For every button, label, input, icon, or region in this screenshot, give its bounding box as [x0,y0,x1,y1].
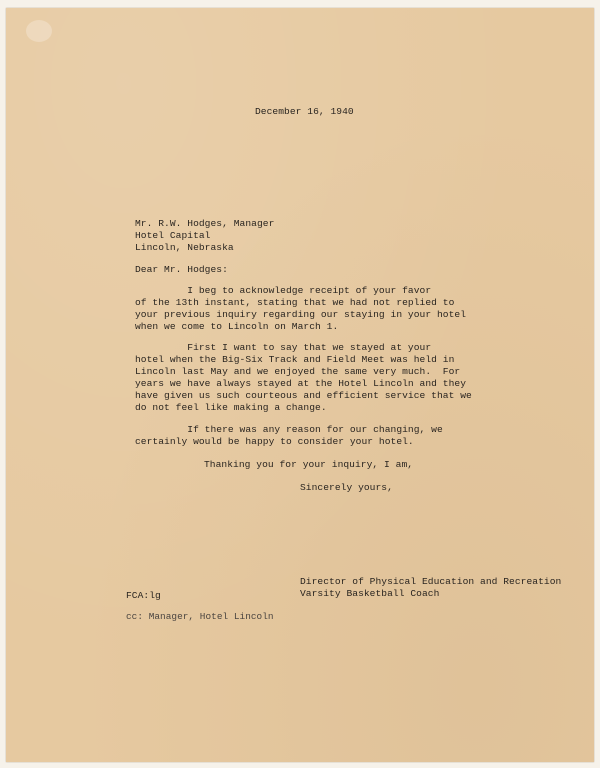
salutation: Dear Mr. Hodges: [135,264,228,275]
signature-title: Director of Physical Education and Recreation [300,576,562,587]
recipient-line: Mr. R.W. Hodges, Manager [135,218,275,229]
paragraph-line: First I want to say that we stayed at your [135,342,432,353]
paragraph-line: Lincoln last May and we enjoyed the same very much. For [135,366,461,377]
paragraph-line: If there was any reason for our changing, we [135,424,443,435]
paragraph-line: hotel when the Big-Six Track and Field Meet was held in [135,354,455,365]
recipient-line: Hotel Capital [135,230,211,241]
paper-stain [26,20,52,42]
letter-page [6,8,594,762]
thanks-line: Thanking you for your inquiry, I am, [204,459,414,470]
paragraph-line: certainly would be happy to consider your hotel. [135,436,414,447]
signature-title: Varsity Basketball Coach [300,588,440,599]
recipient-line: Lincoln, Nebraska [135,242,234,253]
closing: Sincerely yours, [300,482,393,493]
paragraph-line: years we have always stayed at the Hotel Lincoln and they [135,378,467,389]
paragraph-line: have given us such courteous and efficient service that we [135,390,472,401]
paragraph-line: your previous inquiry regarding our staying in your hotel [135,309,467,320]
typist-initials: FCA:lg [126,590,161,601]
letter-date: December 16, 1940 [255,106,354,117]
paragraph-line: when we come to Lincoln on March 1. [135,321,339,332]
carbon-copy-note: cc: Manager, Hotel Lincoln [126,611,274,622]
paragraph-line: do not feel like making a change. [135,402,327,413]
paragraph-line: I beg to acknowledge receipt of your favor [135,285,432,296]
paragraph-line: of the 13th instant, stating that we had not replied to [135,297,455,308]
